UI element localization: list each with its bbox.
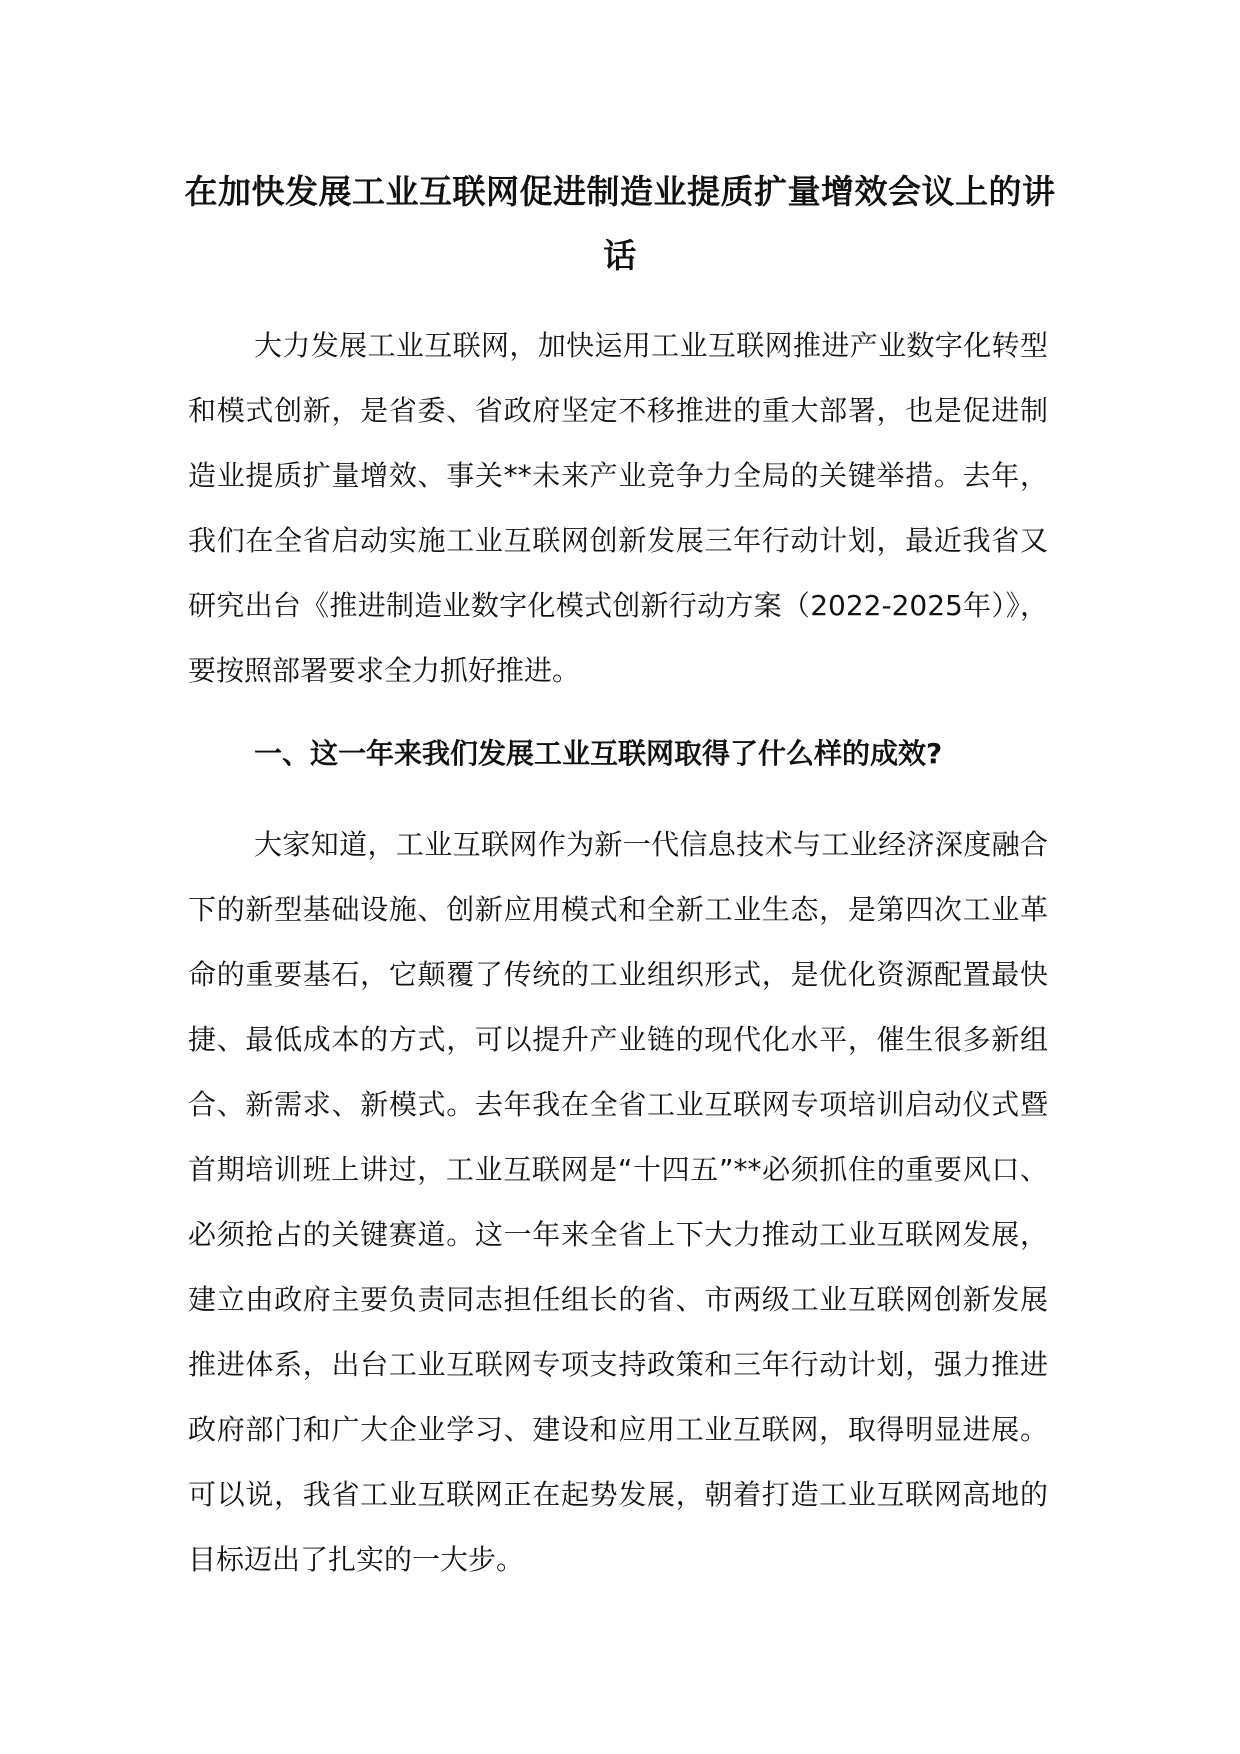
section-paragraph: 大家知道，工业互联网作为新一代信息技术与工业经济深度融合下的新型基础设施、创新应用模式和全新工业生态，是第四次工业革命的重要基石，它颠覆了传统的工业组织形式，是优化资源配置最快捷、最低成本的方式，可以提升产业链的现代化水平，催生很多新组合、新需求、新模式。去年我在全省工业互联网专项培训启动仪式暨首期培训班上讲过，工业互联网是“十四五”**必须抓住的重要风口、必须抢占的关键赛道。这一年来全省上下大力推动工业互联网发展，建立由政府主要负责同志担任组长的省、市两级工业互联网创新发展推进体系，出台工业互联网专项支持政策和三年行动计划，强力推进政府部门和广大企业学习、建设和应用工业互联网，取得明显进展。可以说，我省工业互联网正在起势发展，朝着打造工业互联网高地的目标迈出了扎实的一大步。 — [188, 828, 1048, 1576]
section-heading: 一、这一年来我们发展工业互联网取得了什么样的成效? — [254, 737, 943, 770]
document-title: 在加快发展工业互联网促进制造业提质扩量增效会议上的讲话 — [184, 172, 1056, 275]
intro-paragraph: 大力发展工业互联网，加快运用工业互联网推进产业数字化转型和模式创新，是省委、省政府坚定不移推进的重大部署，也是促进制造业提质扩量增效、事关**未来产业竞争力全局的关键举措。去年，我们在全省启动实施工业互联网创新发展三年行动计划，最近我省又研究出台《推进制造业数字化模式创新行动方案（2022-2025年）》，要按照部署要求全力抓好推进。 — [188, 329, 1048, 687]
